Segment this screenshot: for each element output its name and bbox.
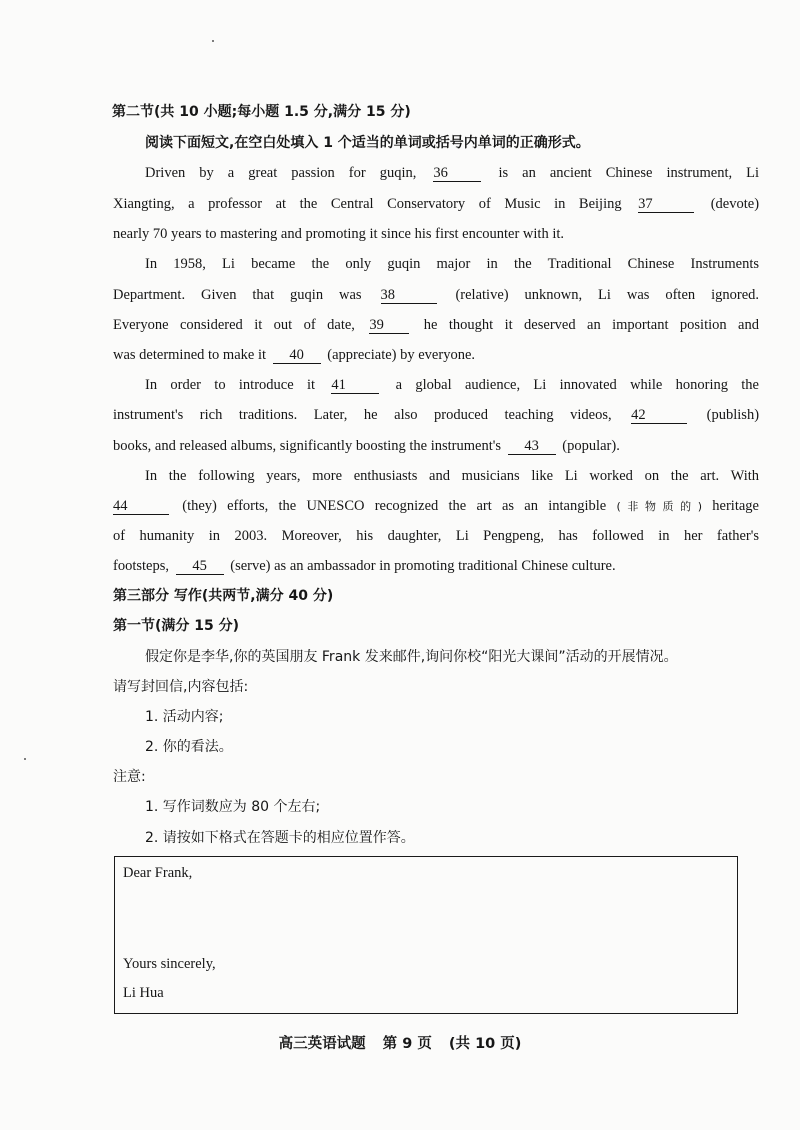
prompt-item: 2. 你的看法。 <box>145 739 233 755</box>
blank-40[interactable]: 40 <box>273 348 321 364</box>
footer-subject: 高三英语试题 <box>278 1036 366 1052</box>
passage-text: heritage <box>712 498 759 514</box>
passage-line <box>145 376 759 394</box>
passage-line <box>113 557 616 575</box>
blank-38[interactable]: 38 <box>381 288 437 304</box>
passage-line <box>113 406 759 424</box>
prompt-item: 1. 活动内容; <box>145 709 224 725</box>
footer-total: (共 10 页) <box>448 1036 522 1052</box>
letter-answer-box[interactable] <box>114 856 738 1014</box>
part3-title: 第三部分 写作(共两节,满分 40 分) <box>113 588 334 604</box>
passage-text: a global audience, Li innovated while honoring the <box>395 377 759 393</box>
passage-text: (publish) <box>706 407 760 423</box>
passage-line: of humanity in 2003. Moreover, his daughter, Li Pengpeng, has followed in her father's <box>113 528 759 544</box>
passage-text: Xiangting, a professor at the Central Conservatory of Music in Beijing <box>113 196 622 212</box>
scan-speck <box>212 40 214 42</box>
passage-text: (devote) <box>710 196 760 212</box>
blank-36[interactable]: 36 <box>433 166 481 182</box>
passage-text: (serve) as an ambassador in promoting traditional Chinese culture. <box>230 558 616 574</box>
passage-line <box>113 346 475 364</box>
part3-section1-title: 第一节(满分 15 分) <box>113 618 240 634</box>
passage-line <box>113 195 759 213</box>
note-item: 2. 请按如下格式在答题卡的相应位置作答。 <box>145 830 415 846</box>
passage-note: (非物质的) <box>616 500 703 513</box>
passage-text: he thought it deserved an important position and <box>423 317 759 333</box>
passage-line: In 1958, Li became the only guqin major in the Traditional Chinese Instruments <box>145 256 759 272</box>
blank-45[interactable]: 45 <box>176 559 224 575</box>
blank-42[interactable]: 42 <box>631 408 687 424</box>
letter-greeting: Dear Frank, <box>123 865 193 881</box>
passage-text: (popular). <box>562 438 620 454</box>
passage-line <box>113 316 759 334</box>
passage-text: In order to introduce it <box>145 377 316 393</box>
note-item: 1. 写作词数应为 80 个左右; <box>145 799 321 815</box>
blank-41[interactable]: 41 <box>331 378 379 394</box>
blank-44[interactable]: 44 <box>113 499 169 515</box>
passage-line <box>113 497 759 516</box>
passage-line <box>145 164 759 182</box>
letter-closing: Yours sincerely, <box>123 956 216 972</box>
blank-37[interactable]: 37 <box>638 197 694 213</box>
passage-text: (relative) unknown, Li was often ignored. <box>455 287 760 303</box>
footer-page: 第 9 页 <box>382 1036 432 1052</box>
blank-39[interactable]: 39 <box>369 318 409 334</box>
passage-text: (they) efforts, the UNESCO recognized the art as an intangible <box>182 498 607 514</box>
section2-instruction: 阅读下面短文,在空白处填入 1 个适当的单词或括号内单词的正确形式。 <box>145 135 590 151</box>
letter-signature: Li Hua <box>123 985 164 1001</box>
passage-line: In the following years, more enthusiasts and musicians like Li worked on the art. With <box>145 468 759 484</box>
notes-label: 注意: <box>113 769 146 785</box>
passage-text: (appreciate) by everyone. <box>327 347 475 363</box>
passage-text: Driven by a great passion for guqin, <box>145 165 417 181</box>
passage-text: is an ancient Chinese instrument, Li <box>498 165 760 181</box>
passage-text: Department. Given that guqin was <box>113 287 362 303</box>
passage-text: instrument's rich traditions. Later, he also produced teaching videos, <box>113 407 612 423</box>
passage-line <box>113 437 620 455</box>
passage-line <box>113 286 759 304</box>
passage-text: books, and released albums, significantly boosting the instrument's <box>113 438 502 454</box>
blank-43[interactable]: 43 <box>508 439 556 455</box>
passage-text: was determined to make it <box>113 347 267 363</box>
passage-line: nearly 70 years to mastering and promoting it since his first encounter with it. <box>113 226 565 242</box>
passage-text: Everyone considered it out of date, <box>113 317 355 333</box>
scan-speck <box>24 758 26 760</box>
writing-prompt: 请写封回信,内容包括: <box>113 679 249 695</box>
writing-prompt: 假定你是李华,你的英国朋友 Frank 发来邮件,询问你校“阳光大课间”活动的开展情况。 <box>145 649 678 665</box>
page-footer <box>0 1032 800 1053</box>
section2-title: 第二节(共 10 小题;每小题 1.5 分,满分 15 分) <box>112 104 411 120</box>
passage-text: footsteps, <box>113 558 169 574</box>
